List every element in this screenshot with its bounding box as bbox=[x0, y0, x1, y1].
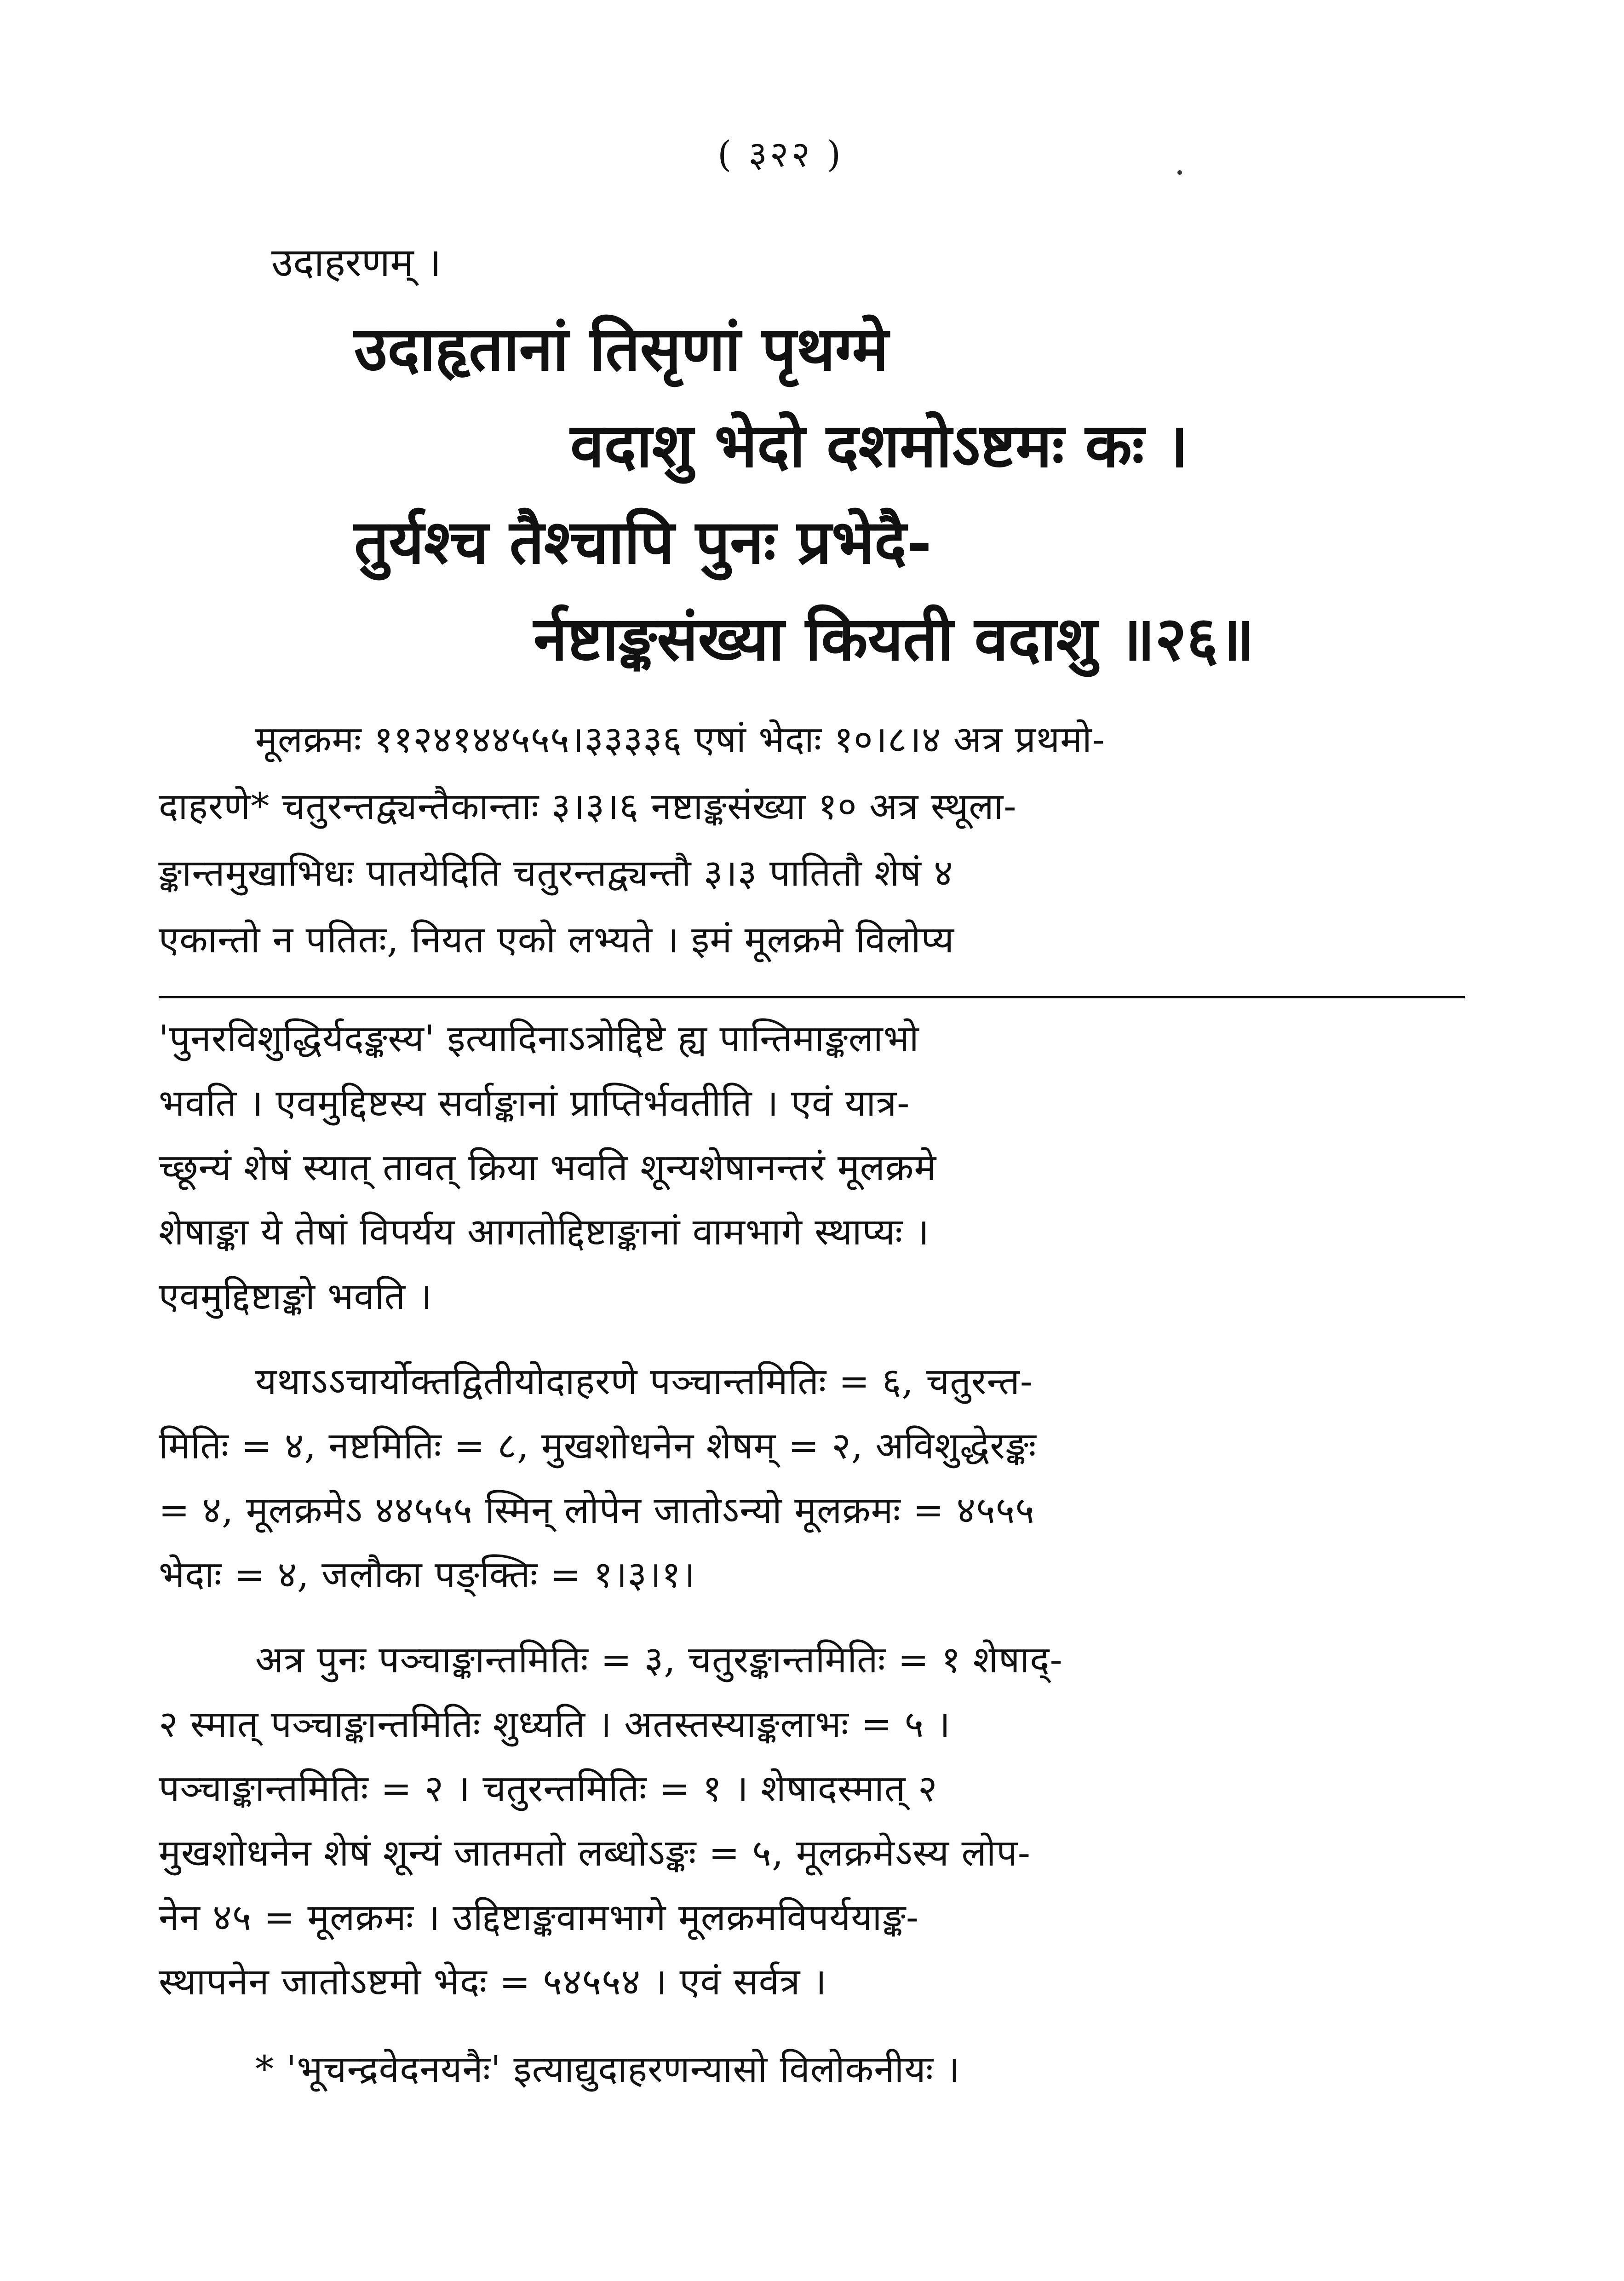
paragraph-1-line-3: ङ्कान्तमुखाभिधः पातयेदिति चतुरन्तद्व्यन्तौ ३।३ पातितौ शेषं ४ bbox=[159, 852, 953, 894]
paragraph-4-line-4: मुखशोधनेन शेषं शून्यं जातमतो लब्धोऽङ्कः = ५, मूलक्रमेऽस्य लोप- bbox=[159, 1832, 1031, 1874]
verse-line-1: उदाहृतानां तिसृणां पृथग्मे bbox=[354, 313, 889, 385]
paragraph-1-line-2: दाहरणे* चतुरन्तद्व्यन्तैकान्ताः ३।३।६ नष्टाङ्कसंख्या १० अत्र स्थूला- bbox=[159, 785, 1017, 828]
paragraph-2-line-5: एवमुद्दिष्टाङ्को भवति । bbox=[159, 1275, 433, 1318]
verse-line-2: वदाशु भेदो दशमोऽष्टमः कः । bbox=[570, 410, 1188, 481]
paragraph-3-line-4: भेदाः = ४, जलौका पङ्क्तिः = १।३।१। bbox=[159, 1553, 696, 1596]
verse-line-4: र्नष्टाङ्कसंख्या कियती वदाशु ॥२६॥ bbox=[534, 603, 1255, 674]
paragraph-4-line-1: अत्र पुनः पञ्चाङ्कान्तमितिः = ३, चतुरङ्कान्तमितिः = १ शेषाद्- bbox=[255, 1638, 1063, 1681]
speck-dot bbox=[1177, 170, 1182, 175]
section-heading: उदाहरणम् । bbox=[271, 240, 442, 286]
paragraph-2-line-2: भवति । एवमुद्दिष्टस्य सर्वाङ्कानां प्राप्तिर्भवतीति । एवं यात्र- bbox=[159, 1082, 910, 1124]
paragraph-3-line-1: यथाऽऽचार्योक्तद्वितीयोदाहरणे पञ्चान्तमितिः = ६, चतुरन्त- bbox=[255, 1360, 1033, 1403]
paragraph-1-line-1: मूलक्रमः ११२४१४४५५५।३३३३६ एषां भेदाः १०।८।४ अत्र प्रथमो- bbox=[255, 718, 1105, 761]
paragraph-2-line-1: 'पुनरविशुद्धिर्यदङ्कस्य' इत्यादिनाऽत्रोद्दिष्टे ह्य पान्तिमाङ्कलाभो bbox=[159, 1017, 919, 1060]
footnote: * 'भूचन्द्रवेदनयनैः' इत्याद्युदाहरणन्यासो विलोकनीयः । bbox=[255, 2048, 960, 2091]
verse-line-3: तुर्यश्च तैश्चापि पुनः प्रभेदै- bbox=[354, 507, 932, 578]
paragraph-3-line-3: = ४, मूलक्रमेऽ ४४५५५ स्मिन् लोपेन जातोऽन्यो मूलक्रमः = ४५५५ bbox=[159, 1489, 1035, 1532]
page-number: ( ३२२ ) bbox=[717, 134, 844, 175]
paragraph-4-line-5: नेन ४५ = मूलक्रमः । उद्दिष्टाङ्कवामभागे मूलक्रमविपर्ययाङ्क- bbox=[159, 1896, 919, 1939]
paragraph-4-line-2: २ स्मात् पञ्चाङ्कान्तमितिः शुध्यति । अतस्तस्याङ्कलाभः = ५ । bbox=[159, 1703, 951, 1745]
footnote-separator-rule bbox=[159, 996, 1465, 998]
paragraph-4-line-6: स्थापनेन जातोऽष्टमो भेदः = ५४५५४ । एवं सर्वत्र । bbox=[159, 1960, 827, 2003]
paragraph-4-line-3: पञ्चाङ्कान्तमितिः = २ । चतुरन्तमितिः = १ । शेषादस्मात् २ bbox=[159, 1767, 938, 1810]
paragraph-2-line-4: शेषाङ्का ये तेषां विपर्यय आगतोद्दिष्टाङ्कानां वामभागे स्थाप्यः । bbox=[159, 1210, 930, 1253]
paragraph-3-line-2: मितिः = ४, नष्टमितिः = ८, मुखशोधनेन शेषम् = २, अविशुद्धेरङ्कः bbox=[159, 1424, 1037, 1467]
paragraph-1-line-4: एकान्तो न पतितः, नियत एको लभ्यते । इमं मूलक्रमे विलोप्य bbox=[159, 918, 955, 961]
paragraph-2-line-3: च्छून्यं शेषं स्यात् तावत् क्रिया भवति शून्यशेषानन्तरं मूलक्रमे bbox=[159, 1146, 937, 1189]
